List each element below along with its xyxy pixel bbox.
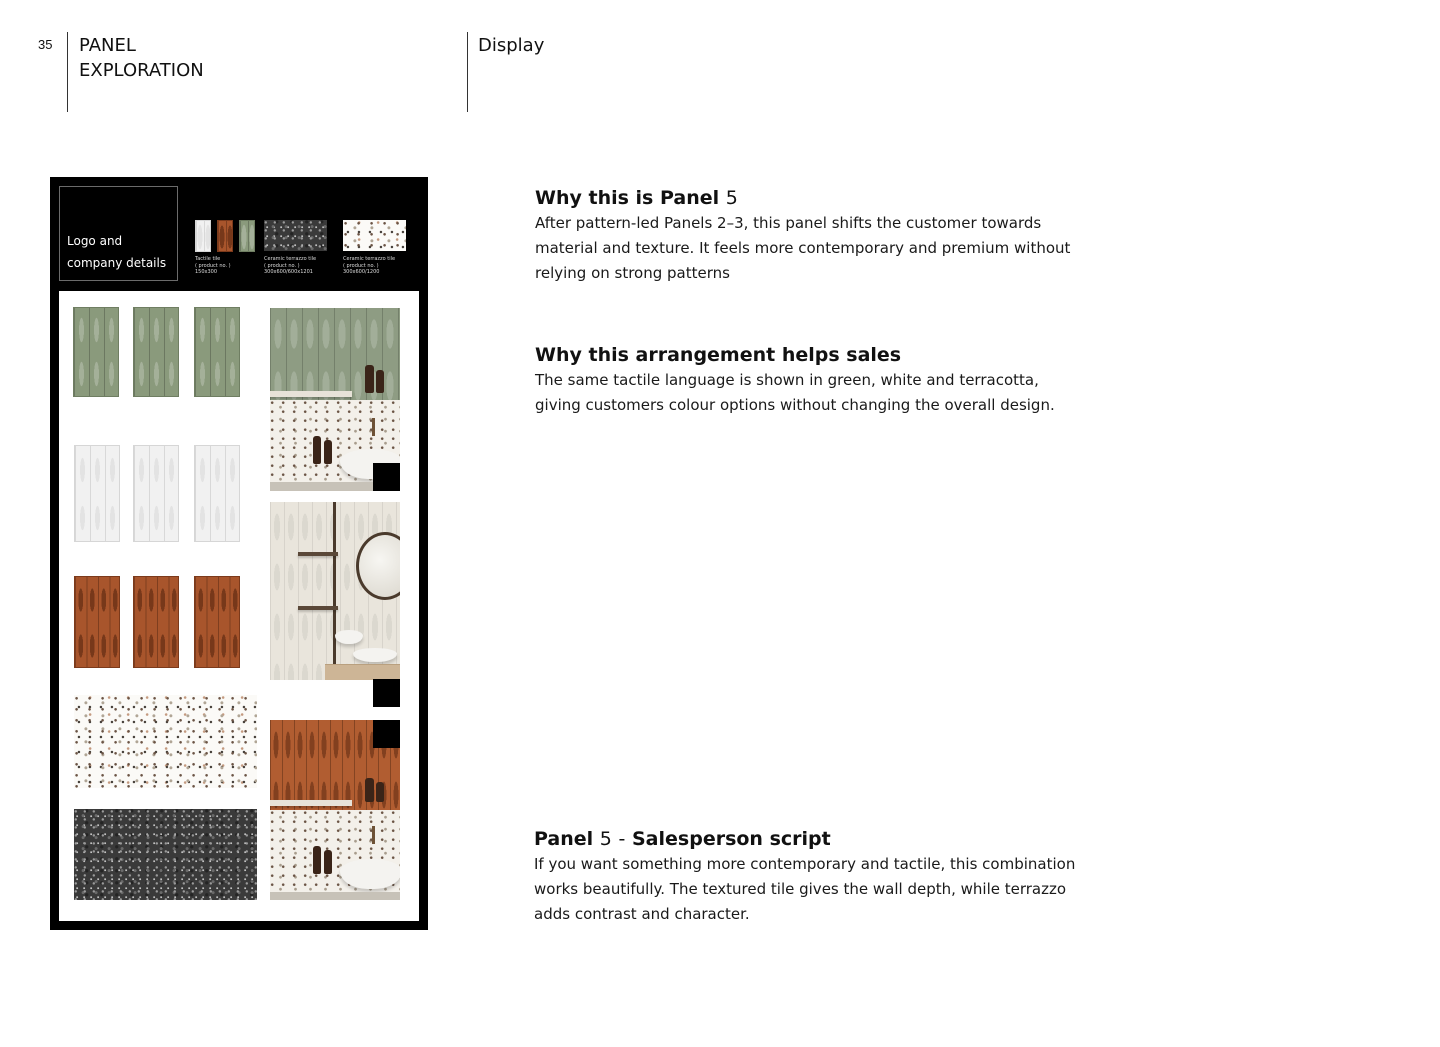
swatch-terrazzo-white xyxy=(343,220,406,251)
photo-bottle xyxy=(313,436,321,464)
why-panel-body-line3: relying on strong patterns xyxy=(535,264,730,282)
why-panel-heading xyxy=(535,185,1095,211)
header-divider-right xyxy=(467,32,468,112)
page-number: 35 xyxy=(38,37,53,52)
photo-bottle xyxy=(365,778,374,802)
logo-text xyxy=(67,230,177,274)
arrangement-body-line1: The same tactile language is shown in green, white and terracotta, xyxy=(535,371,1039,389)
why-panel-section xyxy=(535,185,1095,286)
photo-label-block xyxy=(373,679,400,707)
tile-green-3 xyxy=(194,307,240,397)
photo-bottle xyxy=(313,846,321,874)
tile-green-1 xyxy=(73,307,119,397)
tile-terracotta-1 xyxy=(74,576,120,668)
section-title-line2: EXPLORATION xyxy=(79,60,204,81)
tile-terracotta-2 xyxy=(133,576,179,668)
why-panel-body-line1: After pattern-led Panels 2–3, this panel shifts the customer towards xyxy=(535,214,1042,232)
script-body-line2: works beautifully. The textured tile gives the wall depth, while terrazzo xyxy=(534,880,1067,898)
slab-terrazzo-white xyxy=(74,695,257,788)
salesperson-script-section xyxy=(534,826,1094,927)
logo-text-line1: Logo and xyxy=(67,234,123,248)
photo-bottle xyxy=(324,850,332,874)
photo-counter-edge xyxy=(270,892,400,900)
photo-shelf xyxy=(298,552,338,556)
subsection-title: Display xyxy=(478,35,545,56)
header-divider-left xyxy=(67,32,68,112)
photo-label-block xyxy=(373,720,400,748)
slab-terrazzo-dark xyxy=(74,809,257,900)
tile-white-1 xyxy=(74,445,120,542)
photo-bottle xyxy=(376,782,384,802)
swatch-caption-terrazzo-white: Ceramic terrazzo tile ( product no. ) 300x600/1200 xyxy=(343,256,396,275)
swatch-tactile-green xyxy=(239,220,255,252)
script-panel-number: 5 xyxy=(599,828,612,850)
photo-basin xyxy=(353,648,397,662)
photo-vanity-cabinet xyxy=(325,664,400,680)
logo-placeholder xyxy=(59,186,178,281)
photo-label-block xyxy=(373,463,400,491)
script-body xyxy=(534,852,1094,927)
swatch-tactile-terracotta xyxy=(217,220,233,252)
photo-shelf xyxy=(270,800,352,806)
photo-bottle xyxy=(324,440,332,464)
display-panel-mockup xyxy=(50,177,428,930)
logo-text-line2: company details xyxy=(67,256,167,270)
photo-white-bathroom xyxy=(270,502,400,680)
arrangement-heading: Why this arrangement helps sales xyxy=(535,344,902,366)
photo-bottle xyxy=(365,365,374,393)
why-panel-heading-text: Why this is Panel xyxy=(535,187,720,209)
script-heading-separator: - xyxy=(618,828,626,850)
swatch-terrazzo-dark xyxy=(264,220,327,251)
script-body-line1: If you want something more contemporary and tactile, this combination xyxy=(534,855,1076,873)
photo-lamp xyxy=(335,630,363,644)
swatch-caption-tactile: Tactile tile ( product no. ) 150x300 xyxy=(195,256,231,275)
arrangement-section xyxy=(535,342,1095,418)
section-title-line1: PANEL xyxy=(79,35,136,56)
tile-green-2 xyxy=(133,307,179,397)
photo-bottle xyxy=(376,370,384,393)
photo-mirror xyxy=(356,532,400,600)
photo-tap xyxy=(372,418,375,436)
photo-shelf xyxy=(270,391,352,397)
swatch-tactile-white xyxy=(195,220,211,252)
photo-shelf xyxy=(298,606,338,610)
script-body-line3: adds contrast and character. xyxy=(534,905,750,923)
why-panel-body xyxy=(535,211,1095,286)
photo-tap xyxy=(372,826,375,844)
section-title xyxy=(79,33,204,83)
photo-shelf-rod xyxy=(333,502,336,680)
script-heading-title: Salesperson script xyxy=(632,828,831,850)
panel-number: 5 xyxy=(725,187,738,209)
swatch-caption-terrazzo-dark: Ceramic terrazzo tile ( product no. ) 300x600/600x1201 xyxy=(264,256,317,275)
arrangement-body-line2: giving customers colour options without changing the overall design. xyxy=(535,396,1055,414)
tile-white-3 xyxy=(194,445,240,542)
tile-white-2 xyxy=(133,445,179,542)
tile-terracotta-3 xyxy=(194,576,240,668)
arrangement-body xyxy=(535,368,1095,418)
script-heading xyxy=(534,826,1094,852)
panel-board xyxy=(59,291,419,921)
why-panel-body-line2: material and texture. It feels more contemporary and premium without xyxy=(535,239,1071,257)
photo-basin xyxy=(340,859,400,889)
script-heading-panel: Panel xyxy=(534,828,594,850)
